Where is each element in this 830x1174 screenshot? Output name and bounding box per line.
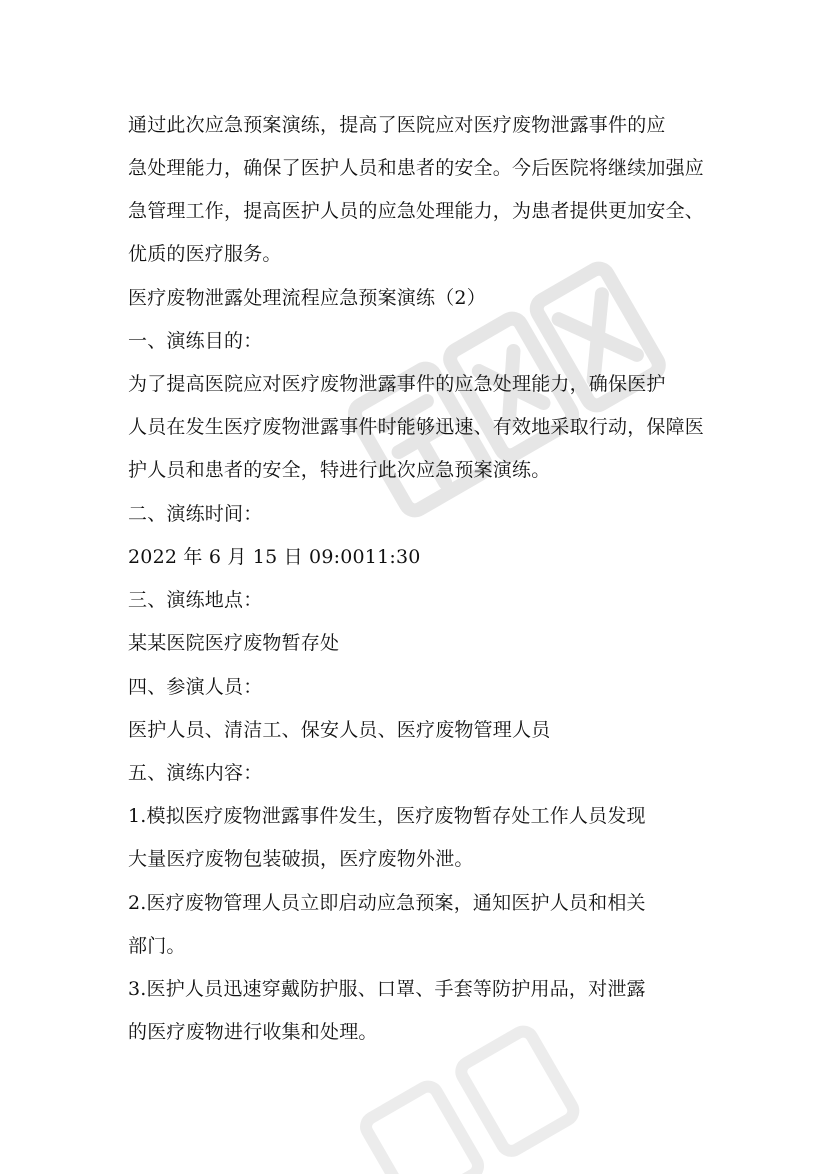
paragraph-line: 急处理能力，确保了医护人员和患者的安全。今后医院将继续加强应 xyxy=(128,157,705,179)
paragraph-line: 急管理工作，提高医护人员的应急处理能力，为患者提供更加安全、 xyxy=(128,200,705,222)
list-item-line: 大量医疗废物包装破损，医疗废物外泄。 xyxy=(128,848,474,870)
drill-location-value: 某某医院医疗废物暂存处 xyxy=(128,632,340,654)
heading-time: 二、演练时间： xyxy=(128,503,263,525)
heading-location: 三、演练地点： xyxy=(128,589,263,611)
list-item-line: 部门。 xyxy=(128,935,186,957)
participants-value: 医护人员、清洁工、保安人员、医疗废物管理人员 xyxy=(128,719,551,741)
section-title: 医疗废物泄露处理流程应急预案演练（2） xyxy=(128,287,486,309)
list-item-line: 3.医护人员迅速穿戴防护服、口罩、手套等防护用品，对泄露 xyxy=(128,978,646,1000)
list-item-line: 的医疗废物进行收集和处理。 xyxy=(128,1021,378,1043)
heading-content: 五、演练内容： xyxy=(128,762,263,784)
paragraph-line: 优质的医疗服务。 xyxy=(128,243,282,265)
paragraph-line: 通过此次应急预案演练，提高了医院应对医疗废物泄露事件的应 xyxy=(128,114,666,136)
paragraph-line: 为了提高医院应对医疗废物泄露事件的应急处理能力，确保医护 xyxy=(128,373,666,395)
paragraph-line: 人员在发生医疗废物泄露事件时能够迅速、有效地采取行动，保障医 xyxy=(128,416,705,438)
paragraph-line: 护人员和患者的安全，特进行此次应急预案演练。 xyxy=(128,459,551,481)
drill-time-value: 2022 年 6 月 15 日 09:0011:30 xyxy=(128,546,421,568)
heading-purpose: 一、演练目的： xyxy=(128,330,263,352)
list-item-line: 1.模拟医疗废物泄露事件发生，医疗废物暂存处工作人员发现 xyxy=(128,805,646,827)
list-item-line: 2.医疗废物管理人员立即启动应急预案，通知医护人员和相关 xyxy=(128,892,646,914)
heading-participants: 四、参演人员： xyxy=(128,676,263,698)
